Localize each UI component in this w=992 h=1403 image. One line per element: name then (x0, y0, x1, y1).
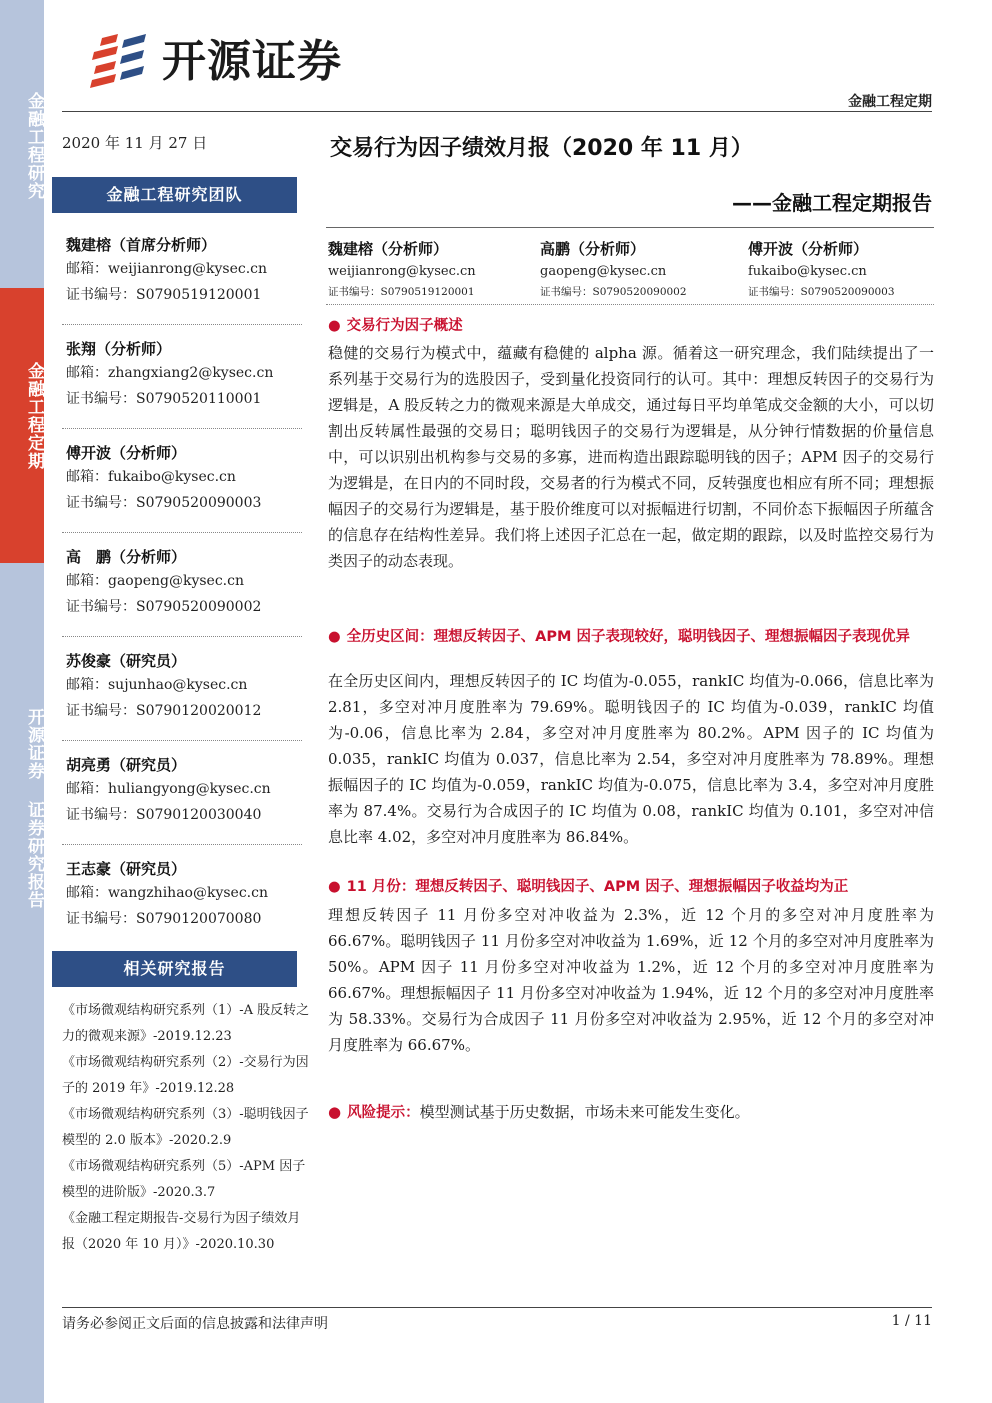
related-report-link[interactable]: 《市场微观结构研究系列（2）-交易行为因子的 2019 年》-2019.12.28 (62, 1055, 309, 1096)
header-divider (62, 111, 932, 112)
related-report-link[interactable]: 《市场微观结构研究系列（5）-APM 因子模型的进阶版》-2020.3.7 (62, 1159, 306, 1200)
bullet-icon: ● (328, 1103, 342, 1121)
analyst-name: 魏建榕（首席分析师） (66, 236, 217, 254)
header-tag: 金融工程定期 (848, 94, 932, 110)
author-cert: 证书编号：S0790520090002 (540, 286, 687, 298)
author-name: 高鹏（分析师） (540, 240, 646, 258)
analyst-name: 胡亮勇（研究员） (66, 756, 187, 774)
analyst-name: 张翔（分析师） (66, 340, 172, 358)
analyst-name: 王志豪（研究员） (66, 860, 187, 878)
footer-divider (62, 1307, 932, 1308)
author-card (328, 238, 476, 300)
analyst-card (66, 754, 306, 828)
analyst-cert: 证书编号：S0790520090003 (66, 495, 262, 511)
divider (62, 324, 302, 325)
analyst-email: 邮箱：huliangyong@kysec.cn (66, 781, 271, 797)
analyst-email: 邮箱：fukaibo@kysec.cn (66, 469, 236, 485)
author-cert: 证书编号：S0790520090003 (748, 286, 895, 298)
sidebar-label-research: 金融工程研究 (24, 92, 44, 200)
analyst-card (66, 234, 306, 308)
page-number: 1 / 11 (891, 1313, 932, 1329)
divider (62, 740, 302, 741)
report-title: 交易行为因子绩效月报（2020 年 11 月） (330, 136, 753, 161)
report-date: 2020 年 11 月 27 日 (62, 134, 208, 152)
analyst-card (66, 858, 306, 932)
analyst-cert: 证书编号：S0790120030040 (66, 807, 262, 823)
analyst-card (66, 338, 306, 412)
risk-label: 风险提示： (347, 1105, 420, 1121)
section-heading (328, 877, 934, 897)
analyst-cert: 证书编号：S0790519120001 (66, 287, 262, 303)
kaiyuan-logo-icon (88, 30, 152, 94)
section-heading-text: 全历史区间：理想反转因子、APM 因子表现较好，聪明钱因子、理想振幅因子表现优异 (346, 629, 910, 645)
related-reports-list (62, 998, 310, 1258)
bullet-icon: ● (328, 629, 341, 645)
sidebar-label-brand: 开源证券 证券研究报告 (24, 708, 44, 909)
related-heading: 相关研究报告 (52, 951, 297, 987)
report-subtitle: ——金融工程定期报告 (732, 191, 932, 215)
section-heading-text: 交易行为因子概述 (346, 318, 463, 334)
section-body: 在全历史区间内，理想反转因子的 IC 均值为-0.055，rankIC 均值为-0.066，信息比率为 2.81，多空对冲月度胜率为 79.69%。聪明钱因子的 IC 均值为-0.039，rankIC 均值为-0.06，信息比率为 2.84，多空对冲月度胜率为 80.2%。APM 因子的 IC 均值为 0.035，rankIC 均值为 0.037，信息比率为 2.54，多空对冲月度胜率为 78.89%。理想振幅因子的 IC 均值为-0.059，rankIC 均值为-0.075，信息比率为 3.4，多空对冲月度胜率为 87.4%。交易行为合成因子的 IC 均值为 0.08，rankIC 均值为 0.101，多空对冲信息比率 4.02，多空对冲月度胜率为 86.84%。 (328, 672, 934, 846)
analyst-name: 高 鹏（分析师） (66, 548, 187, 566)
analyst-email: 邮箱：zhangxiang2@kysec.cn (66, 365, 274, 381)
author-name: 傅开波（分析师） (748, 240, 869, 258)
analyst-name: 苏俊豪（研究员） (66, 652, 187, 670)
analyst-card (66, 546, 306, 620)
sidebar-strip (0, 0, 44, 1403)
divider (62, 532, 302, 533)
section-body: 稳健的交易行为模式中，蕴藏有稳健的 alpha 源。循着这一研究理念，我们陆续提出了一系列基于交易行为的选股因子，受到量化投资同行的认可。其中：理想反转因子的交易行为逻辑是，A 股反转之力的微观来源是大单成交，通过每日平均单笔成交金额的大小，可以切割出反转属性最强的交易日；聪明钱因子的交易行为逻辑是，从分钟行情数据的价量信息中，可以识别出机构参与交易的多寡，进而构造出跟踪聪明钱的因子；APM 因子的交易行为逻辑是，在日内的不同时段，交易者的行为模式不同，反转强度也相应有所不同；理想振幅因子的交易行为逻辑是，基于股价维度可以对振幅进行切割，不同价态下振幅因子所蕴含的信息存在结构性差异。我们将上述因子汇总在一起，做定期的跟踪，以及时监控交易行为类因子的动态表现。 (328, 344, 934, 570)
team-heading: 金融工程研究团队 (52, 177, 297, 213)
risk-text: 模型测试基于历史数据，市场未来可能发生变化。 (419, 1103, 750, 1121)
footer-disclaimer: 请务必参阅正文后面的信息披露和法律声明 (62, 1316, 328, 1332)
divider (62, 844, 302, 845)
bullet-icon: ● (328, 318, 341, 334)
analyst-email: 邮箱：sujunhao@kysec.cn (66, 677, 248, 693)
author-cert: 证书编号：S0790519120001 (328, 286, 475, 298)
analyst-cert: 证书编号：S0790520090002 (66, 599, 262, 615)
author-email[interactable]: weijianrong@kysec.cn (328, 264, 476, 279)
authors-divider (326, 304, 934, 305)
sidebar-label-periodic: 金融工程定期 (24, 362, 44, 470)
author-card (748, 238, 895, 300)
analyst-email: 邮箱：gaopeng@kysec.cn (66, 573, 244, 589)
risk-warning (328, 1101, 934, 1124)
analyst-card (66, 650, 306, 724)
author-name: 魏建榕（分析师） (328, 240, 449, 258)
author-email[interactable]: gaopeng@kysec.cn (540, 264, 667, 279)
analyst-name: 傅开波（分析师） (66, 444, 187, 462)
analyst-cert: 证书编号：S0790120020012 (66, 703, 262, 719)
analyst-card (66, 442, 306, 516)
author-email[interactable]: fukaibo@kysec.cn (748, 264, 867, 279)
related-report-link[interactable]: 《金融工程定期报告-交易行为因子绩效月报（2020 年 10 月）》-2020.10.30 (62, 1211, 301, 1252)
author-card (540, 238, 687, 300)
analyst-email: 邮箱：weijianrong@kysec.cn (66, 261, 268, 277)
section-heading-text: 11 月份：理想反转因子、聪明钱因子、APM 因子、理想振幅因子收益均为正 (346, 879, 849, 895)
brand-name: 开源证券 (162, 36, 342, 87)
related-report-link[interactable]: 《市场微观结构研究系列（1）-A 股反转之力的微观来源》-2019.12.23 (62, 1003, 310, 1044)
analyst-email: 邮箱：wangzhihao@kysec.cn (66, 885, 268, 901)
section-body: 理想反转因子 11 月份多空对冲收益为 2.3%，近 12 个月的多空对冲月度胜率为 66.67%。聪明钱因子 11 月份多空对冲收益为 1.69%，近 12 个月的多空对冲月度胜率为 50%。APM 因子 11 月份多空对冲收益为 1.2%，近 12 个月的多空对冲月度胜率为 66.67%。理想振幅因子 11 月份多空对冲收益为 1.94%，近 12 个月的多空对冲月度胜率为 58.33%。交易行为合成因子 11 月份多空对冲收益为 2.95%，近 12 个月的多空对冲月度胜率为 66.67%。 (328, 906, 934, 1054)
related-report-link[interactable]: 《市场微观结构研究系列（3）-聪明钱因子模型的 2.0 版本》-2020.2.9 (62, 1107, 309, 1148)
analyst-cert: 证书编号：S0790120070080 (66, 911, 262, 927)
divider (62, 636, 302, 637)
analyst-cert: 证书编号：S0790520110001 (66, 391, 262, 407)
title-divider (326, 227, 934, 228)
section-heading (328, 316, 934, 336)
bullet-icon: ● (328, 879, 341, 895)
divider (62, 428, 302, 429)
section-heading (328, 627, 934, 647)
